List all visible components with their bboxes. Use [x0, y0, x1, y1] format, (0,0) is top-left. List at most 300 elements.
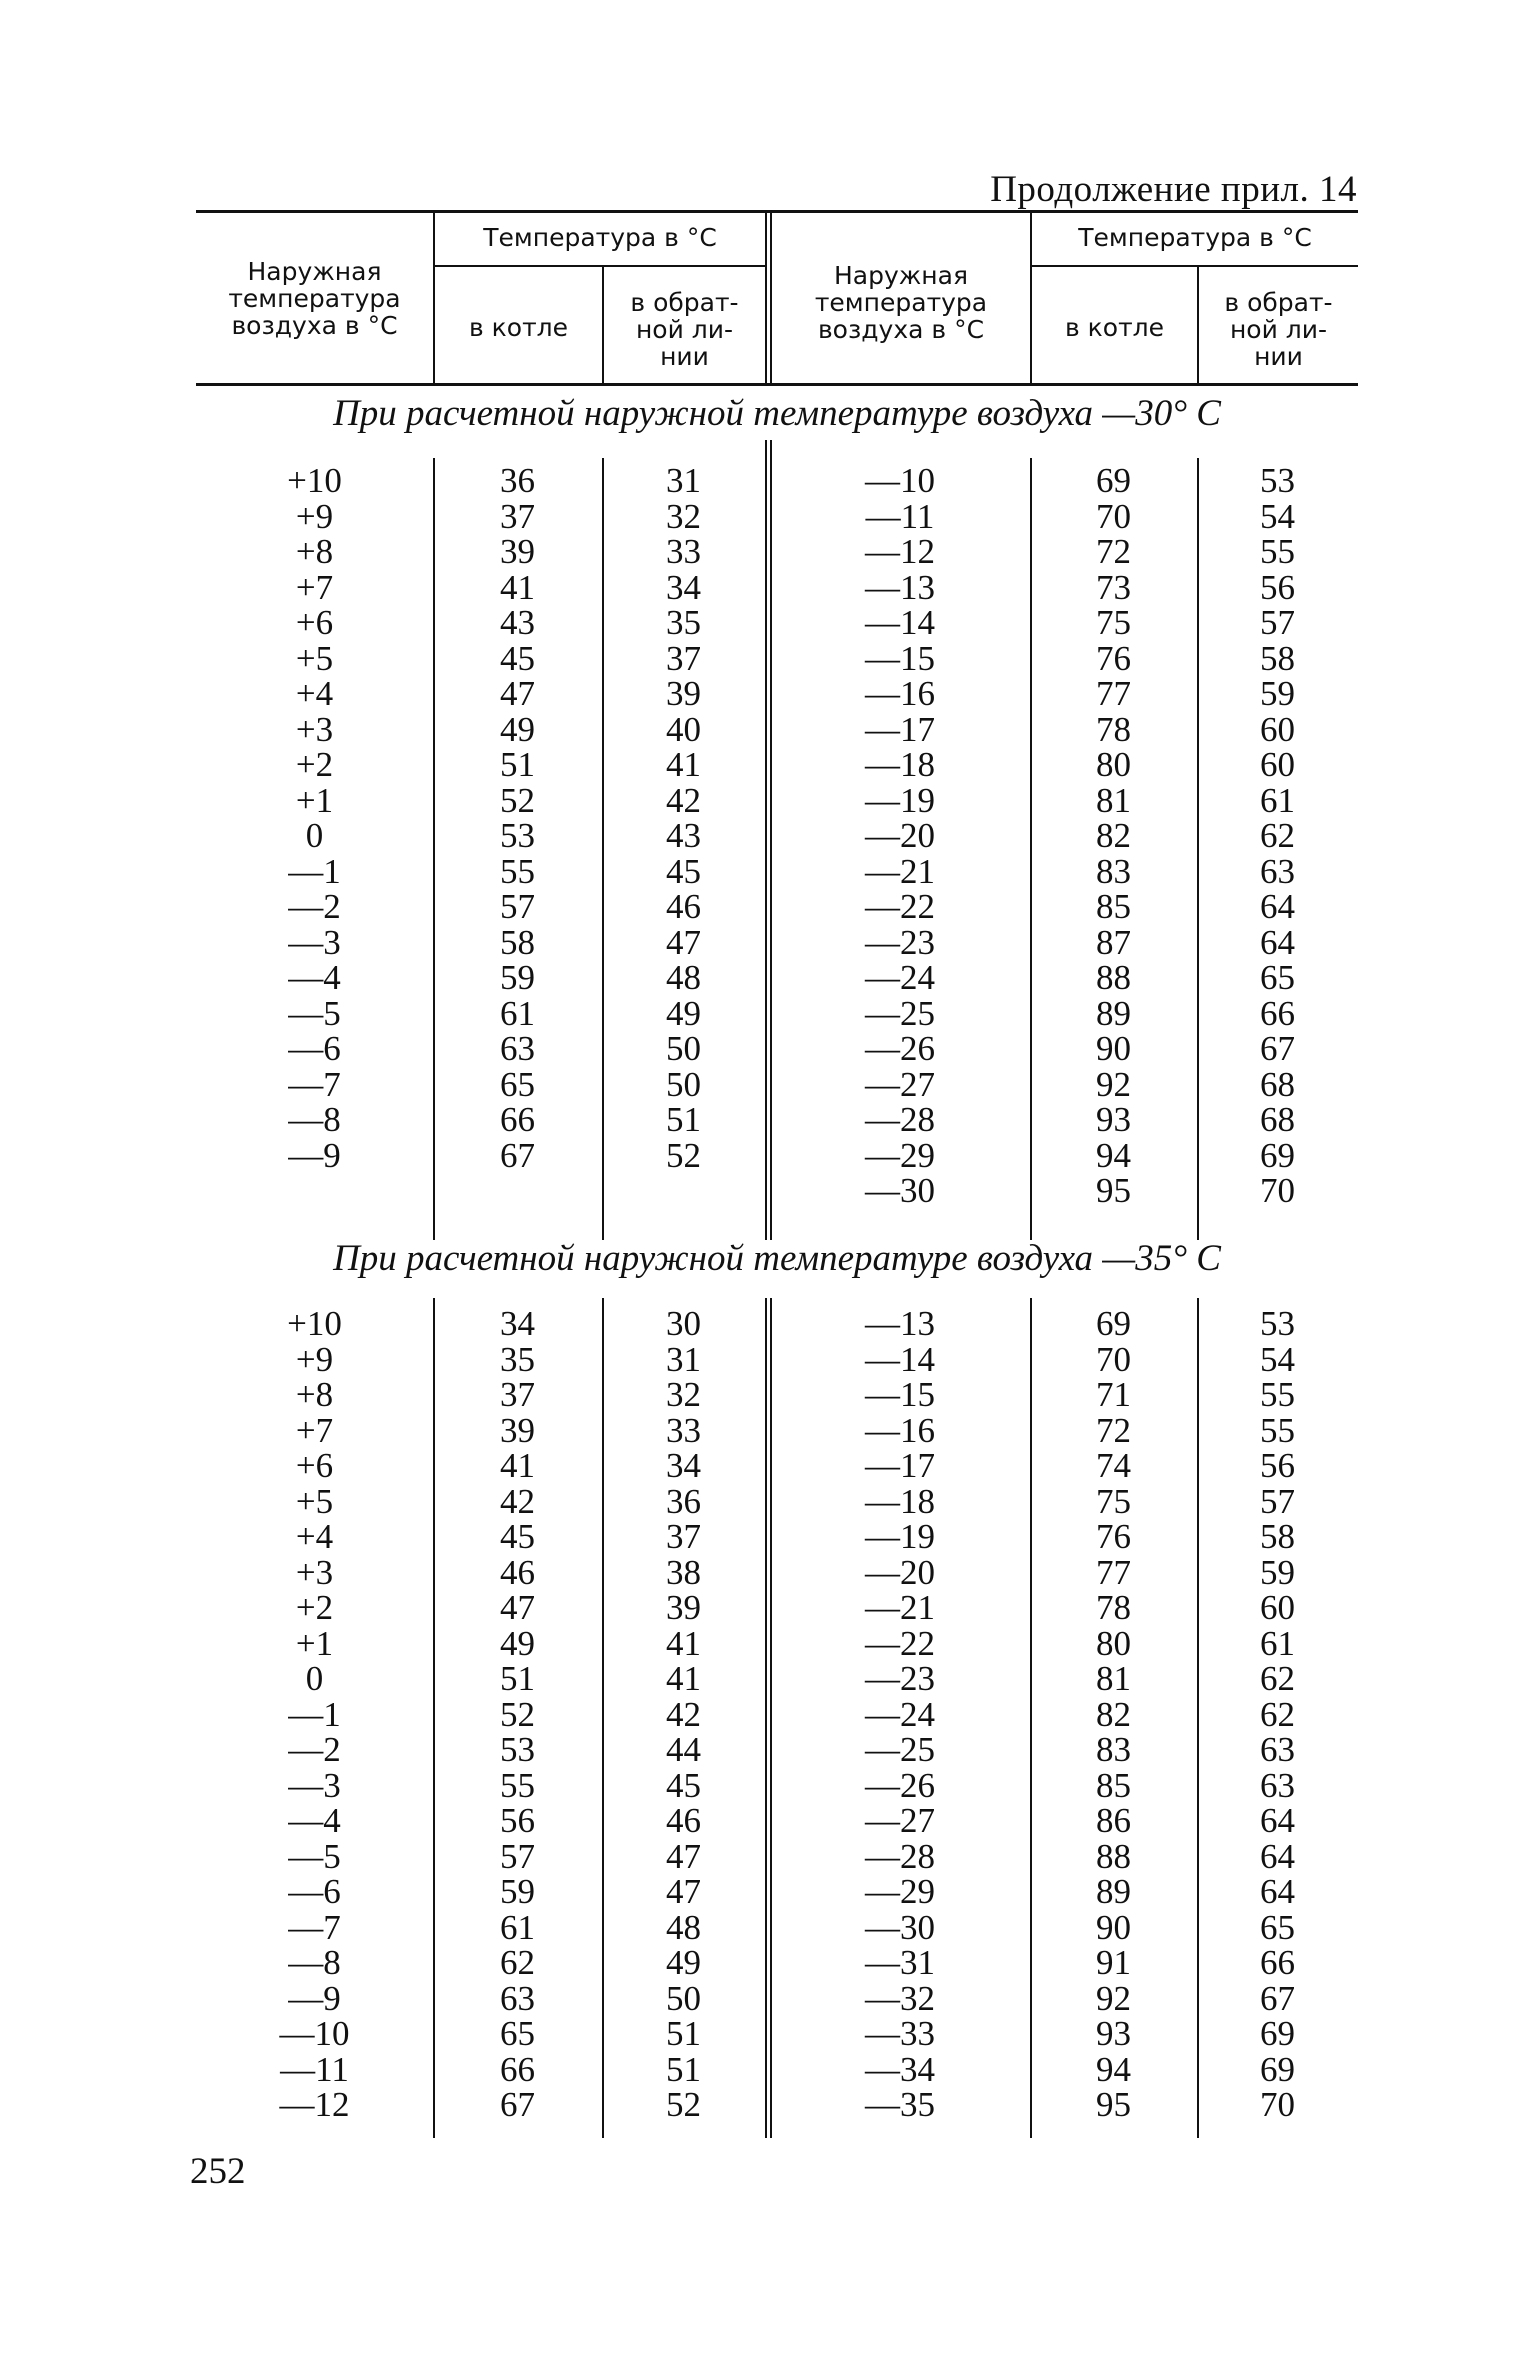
table-row [196, 1836, 1358, 1876]
table-row [196, 747, 1358, 783]
page-header: Продолжение прил. 14 [990, 169, 1357, 210]
cell-outdoor-left: —8 [288, 1943, 341, 1982]
cell-return-left: 41 [666, 1623, 701, 1663]
cell-return-right: 62 [1260, 1659, 1295, 1698]
cell-return-right: 53 [1260, 461, 1295, 500]
cell-return-right: 56 [1260, 567, 1295, 607]
cell-outdoor-right: —25 [865, 1730, 935, 1769]
cell-boiler-right: 85 [1096, 887, 1131, 926]
cell-outdoor-left: 0 [305, 1659, 324, 1698]
cell-outdoor-right: —18 [865, 1481, 935, 1521]
cell-boiler-left: 47 [500, 1588, 535, 1627]
cell-return-right: 65 [1260, 958, 1295, 997]
table-row [196, 780, 1358, 820]
cell-return-left: 49 [666, 1943, 701, 1982]
cell-outdoor-right: —19 [865, 780, 935, 820]
cell-outdoor-right: —13 [865, 1304, 935, 1343]
cell-boiler-left: 41 [500, 567, 535, 607]
cell-boiler-left: 35 [500, 1339, 535, 1379]
cell-return-right: 63 [1260, 1730, 1295, 1769]
cell-outdoor-right: —15 [865, 1375, 935, 1414]
cell-boiler-right: 88 [1096, 1836, 1131, 1876]
cell-outdoor-right: —24 [865, 1694, 935, 1734]
cell-outdoor-right: —25 [865, 993, 935, 1033]
cell-return-left: 44 [666, 1730, 701, 1769]
table-row [196, 1306, 1358, 1342]
cell-boiler-right: 95 [1096, 1171, 1131, 1210]
cell-outdoor-left: +3 [295, 1552, 334, 1592]
table-row [196, 567, 1358, 607]
cell-boiler-right: 90 [1096, 1029, 1131, 1068]
table-row [196, 1945, 1358, 1981]
cell-outdoor-right: —28 [865, 1836, 935, 1876]
cell-return-right: 70 [1260, 2085, 1295, 2124]
cell-boiler-left: 65 [500, 1064, 535, 1104]
cell-return-left: 38 [666, 1552, 701, 1592]
cell-boiler-right: 80 [1096, 1623, 1131, 1663]
cell-outdoor-right: —29 [865, 1872, 935, 1911]
cell-return-right: 65 [1260, 1907, 1295, 1947]
table-row [196, 1552, 1358, 1592]
table-row [196, 2049, 1358, 2089]
cell-return-left: 46 [666, 887, 701, 926]
cell-outdoor-right: —14 [865, 603, 935, 642]
cell-boiler-left: 37 [500, 496, 535, 536]
cell-boiler-right: 87 [1096, 922, 1131, 962]
table-row [196, 1064, 1358, 1104]
cell-boiler-right: 95 [1096, 2085, 1131, 2124]
cell-outdoor-left: —7 [288, 1064, 341, 1104]
cell-boiler-right: 82 [1096, 816, 1131, 855]
cell-outdoor-left: —9 [288, 1135, 341, 1175]
cell-boiler-left: 65 [500, 2014, 535, 2053]
cell-return-right: 64 [1260, 1801, 1295, 1840]
cell-boiler-left: 51 [500, 1659, 535, 1698]
table-row [196, 1519, 1358, 1555]
table-row [196, 1907, 1358, 1947]
cell-boiler-right: 81 [1096, 780, 1131, 820]
cell-return-left: 48 [666, 958, 701, 997]
cell-outdoor-left: +1 [295, 1623, 334, 1663]
cell-return-left: 37 [666, 1517, 701, 1556]
cell-boiler-right: 72 [1096, 1410, 1131, 1450]
cell-outdoor-left: —10 [279, 2014, 350, 2053]
cell-outdoor-right: —12 [865, 532, 935, 571]
cell-outdoor-left: —8 [288, 1100, 341, 1139]
cell-boiler-right: 89 [1096, 993, 1131, 1033]
cell-boiler-left: 55 [500, 851, 535, 891]
cell-return-right: 62 [1260, 816, 1295, 855]
cell-outdoor-left: +8 [295, 532, 334, 571]
cell-return-left: 46 [666, 1801, 701, 1840]
cell-outdoor-left: —12 [279, 2085, 350, 2124]
table-row [196, 1173, 1358, 1209]
cell-return-right: 63 [1260, 851, 1295, 891]
header-return-left: в обрат- ной ли- нии [630, 288, 739, 371]
cell-boiler-left: 41 [500, 1446, 535, 1485]
cell-return-left: 39 [666, 1588, 701, 1627]
cell-boiler-right: 77 [1096, 674, 1131, 713]
cell-boiler-right: 77 [1096, 1552, 1131, 1592]
cell-boiler-right: 88 [1096, 958, 1131, 997]
cell-outdoor-left: +7 [295, 1410, 334, 1450]
cell-outdoor-left: +6 [295, 1446, 334, 1485]
header-vline-3a [765, 213, 767, 383]
cell-return-right: 69 [1260, 2049, 1295, 2089]
header-outdoor-temp-left: Наружная температура воздуха в °С [228, 257, 401, 340]
cell-return-right: 61 [1260, 780, 1295, 820]
cell-return-right: 70 [1260, 1171, 1295, 1210]
cell-outdoor-right: —26 [865, 1029, 935, 1068]
section-title-35: При расчетной наружной температуре воздуха —35° С [333, 1238, 1221, 1279]
section-title-30: При расчетной наружной температуре воздуха —30° С [333, 393, 1221, 434]
cell-return-left: 52 [666, 1135, 701, 1175]
cell-boiler-right: 70 [1096, 496, 1131, 536]
cell-return-left: 39 [666, 674, 701, 713]
table-row [196, 1874, 1358, 1910]
page-number: 252 [190, 2151, 246, 2192]
cell-outdoor-left: —2 [288, 887, 341, 926]
cell-boiler-left: 51 [500, 745, 535, 784]
header-return-right: в обрат- ной ли- нии [1224, 288, 1333, 371]
cell-outdoor-left: 0 [305, 816, 324, 855]
cell-return-left: 50 [666, 1978, 701, 2018]
table-row [196, 1448, 1358, 1484]
cell-return-right: 68 [1260, 1100, 1295, 1139]
cell-return-right: 58 [1260, 1517, 1295, 1556]
cell-boiler-right: 74 [1096, 1446, 1131, 1485]
cell-outdoor-right: —17 [865, 1446, 935, 1485]
cell-boiler-left: 61 [500, 993, 535, 1033]
cell-return-left: 47 [666, 1836, 701, 1876]
cell-outdoor-left: +5 [295, 1481, 334, 1521]
table-row [196, 709, 1358, 749]
cell-boiler-right: 72 [1096, 532, 1131, 571]
cell-outdoor-right: —30 [865, 1907, 935, 1947]
table-top-rule [196, 210, 1358, 213]
cell-outdoor-right: —18 [865, 745, 935, 784]
table-row [196, 1590, 1358, 1626]
cell-boiler-right: 82 [1096, 1694, 1131, 1734]
cell-boiler-right: 69 [1096, 1304, 1131, 1343]
cell-return-left: 30 [666, 1304, 701, 1343]
cell-outdoor-left: —1 [288, 851, 341, 891]
cell-outdoor-right: —13 [865, 567, 935, 607]
cell-return-right: 68 [1260, 1064, 1295, 1104]
table-row [196, 1623, 1358, 1663]
table-row [196, 2087, 1358, 2123]
cell-boiler-right: 75 [1096, 603, 1131, 642]
cell-boiler-left: 67 [500, 1135, 535, 1175]
cell-outdoor-right: —16 [865, 674, 935, 713]
temp-group-rule-left [433, 265, 765, 267]
cell-boiler-left: 34 [500, 1304, 535, 1343]
cell-return-left: 52 [666, 2085, 701, 2124]
cell-boiler-right: 85 [1096, 1765, 1131, 1805]
cell-outdoor-right: —31 [865, 1943, 935, 1982]
cell-outdoor-left: +10 [287, 1304, 342, 1343]
cell-return-right: 57 [1260, 603, 1295, 642]
table-row [196, 818, 1358, 854]
cell-return-right: 54 [1260, 1339, 1295, 1379]
cell-boiler-left: 61 [500, 1907, 535, 1947]
cell-outdoor-right: —16 [865, 1410, 935, 1450]
cell-outdoor-left: —3 [288, 1765, 341, 1805]
cell-return-right: 62 [1260, 1694, 1295, 1734]
cell-boiler-right: 78 [1096, 1588, 1131, 1627]
table-row [196, 638, 1358, 678]
table-row [196, 889, 1358, 925]
cell-return-right: 60 [1260, 745, 1295, 784]
cell-return-left: 45 [666, 1765, 701, 1805]
cell-boiler-left: 59 [500, 958, 535, 997]
cell-outdoor-right: —15 [865, 638, 935, 678]
cell-boiler-right: 76 [1096, 638, 1131, 678]
table-row [196, 534, 1358, 570]
cell-outdoor-left: —6 [288, 1029, 341, 1068]
table-row [196, 1732, 1358, 1768]
table-row [196, 993, 1358, 1033]
cell-boiler-left: 37 [500, 1375, 535, 1414]
cell-outdoor-right: —30 [865, 1171, 935, 1210]
cell-boiler-right: 90 [1096, 1907, 1131, 1947]
cell-outdoor-left: —5 [288, 1836, 341, 1876]
cell-return-left: 50 [666, 1064, 701, 1104]
table-row [196, 960, 1358, 996]
cell-outdoor-left: +9 [295, 1339, 334, 1379]
cell-return-left: 42 [666, 1694, 701, 1734]
cell-return-left: 33 [666, 532, 701, 571]
cell-outdoor-right: —28 [865, 1100, 935, 1139]
cell-boiler-right: 92 [1096, 1064, 1131, 1104]
cell-outdoor-left: +7 [295, 567, 334, 607]
cell-return-left: 42 [666, 780, 701, 820]
cell-return-right: 56 [1260, 1446, 1295, 1485]
cell-return-right: 55 [1260, 1375, 1295, 1414]
cell-boiler-left: 39 [500, 532, 535, 571]
cell-return-right: 64 [1260, 887, 1295, 926]
cell-return-left: 51 [666, 2049, 701, 2089]
cell-outdoor-right: —23 [865, 922, 935, 962]
cell-return-right: 60 [1260, 709, 1295, 749]
table-row [196, 1803, 1358, 1839]
cell-outdoor-left: —4 [288, 958, 341, 997]
cell-return-right: 66 [1260, 1943, 1295, 1982]
cell-return-left: 50 [666, 1029, 701, 1068]
table-row [196, 1481, 1358, 1521]
cell-boiler-right: 94 [1096, 1135, 1131, 1175]
cell-boiler-left: 53 [500, 816, 535, 855]
cell-outdoor-left: —2 [288, 1730, 341, 1769]
cell-outdoor-right: —19 [865, 1517, 935, 1556]
cell-outdoor-right: —20 [865, 1552, 935, 1592]
cell-boiler-right: 89 [1096, 1872, 1131, 1911]
header-boiler-right: в котле [1065, 313, 1164, 342]
cell-boiler-left: 53 [500, 1730, 535, 1769]
cell-boiler-left: 57 [500, 1836, 535, 1876]
cell-outdoor-left: —5 [288, 993, 341, 1033]
cell-outdoor-left: +2 [295, 1588, 334, 1627]
cell-boiler-left: 63 [500, 1978, 535, 2018]
cell-return-left: 32 [666, 496, 701, 536]
cell-outdoor-right: —24 [865, 958, 935, 997]
table-row [196, 463, 1358, 499]
table-row [196, 605, 1358, 641]
cell-return-left: 35 [666, 603, 701, 642]
cell-outdoor-left: +8 [295, 1375, 334, 1414]
cell-boiler-left: 62 [500, 1943, 535, 1982]
cell-outdoor-left: —11 [280, 2049, 349, 2089]
cell-return-left: 34 [666, 567, 701, 607]
cell-outdoor-right: —32 [865, 1978, 935, 2018]
cell-return-right: 66 [1260, 993, 1295, 1033]
cell-boiler-left: 39 [500, 1410, 535, 1450]
cell-outdoor-right: —22 [865, 887, 935, 926]
cell-return-left: 51 [666, 2014, 701, 2053]
cell-boiler-left: 52 [500, 1694, 535, 1734]
cell-boiler-left: 45 [500, 638, 535, 678]
cell-return-left: 34 [666, 1446, 701, 1485]
cell-outdoor-right: —34 [865, 2049, 935, 2089]
cell-return-right: 60 [1260, 1588, 1295, 1627]
table-header-bottom-rule [196, 383, 1358, 386]
cell-boiler-left: 49 [500, 709, 535, 749]
table-row [196, 1339, 1358, 1379]
cell-outdoor-right: —27 [865, 1801, 935, 1840]
cell-boiler-left: 36 [500, 461, 535, 500]
cell-outdoor-right: —35 [865, 2085, 935, 2124]
cell-return-left: 45 [666, 851, 701, 891]
cell-return-left: 41 [666, 1659, 701, 1698]
cell-return-left: 51 [666, 1100, 701, 1139]
cell-return-right: 53 [1260, 1304, 1295, 1343]
table-row [196, 2016, 1358, 2052]
table-row [196, 1377, 1358, 1413]
cell-outdoor-left: +4 [295, 1517, 334, 1556]
cell-return-right: 67 [1260, 1978, 1295, 2018]
cell-boiler-right: 76 [1096, 1517, 1131, 1556]
cell-outdoor-right: —26 [865, 1765, 935, 1805]
cell-outdoor-right: —33 [865, 2014, 935, 2053]
cell-outdoor-left: —6 [288, 1872, 341, 1911]
cell-boiler-left: 66 [500, 1100, 535, 1139]
cell-outdoor-left: +3 [295, 709, 334, 749]
cell-boiler-right: 94 [1096, 2049, 1131, 2089]
table-row [196, 922, 1358, 962]
cell-return-right: 61 [1260, 1623, 1295, 1663]
cell-boiler-right: 71 [1096, 1375, 1131, 1414]
table-row [196, 1135, 1358, 1175]
cell-return-right: 69 [1260, 1135, 1295, 1175]
table-row [196, 496, 1358, 536]
table-row [196, 1694, 1358, 1734]
cell-boiler-right: 92 [1096, 1978, 1131, 2018]
cell-outdoor-left: +10 [287, 461, 342, 500]
cell-return-right: 64 [1260, 1872, 1295, 1911]
cell-boiler-right: 78 [1096, 709, 1131, 749]
cell-return-right: 57 [1260, 1481, 1295, 1521]
cell-boiler-left: 55 [500, 1765, 535, 1805]
cell-boiler-left: 63 [500, 1029, 535, 1068]
cell-boiler-left: 42 [500, 1481, 535, 1521]
cell-outdoor-left: +5 [295, 638, 334, 678]
header-temp-group-left: Температура в °С [483, 223, 717, 252]
cell-boiler-right: 93 [1096, 2014, 1131, 2053]
cell-outdoor-left: —9 [288, 1978, 341, 2018]
cell-return-left: 47 [666, 922, 701, 962]
cell-outdoor-right: —23 [865, 1659, 935, 1698]
cell-outdoor-left: +2 [295, 745, 334, 784]
cell-outdoor-left: +9 [295, 496, 334, 536]
cell-return-right: 59 [1260, 1552, 1295, 1592]
cell-boiler-left: 45 [500, 1517, 535, 1556]
cell-return-right: 55 [1260, 532, 1295, 571]
cell-outdoor-right: —22 [865, 1623, 935, 1663]
cell-boiler-right: 83 [1096, 851, 1131, 891]
cell-return-right: 54 [1260, 496, 1295, 536]
table-row [196, 1031, 1358, 1067]
cell-boiler-left: 58 [500, 922, 535, 962]
table-row [196, 1765, 1358, 1805]
cell-return-left: 36 [666, 1481, 701, 1521]
cell-return-left: 40 [666, 709, 701, 749]
cell-outdoor-right: —21 [865, 1588, 935, 1627]
cell-boiler-right: 91 [1096, 1943, 1131, 1982]
cell-return-right: 59 [1260, 674, 1295, 713]
cell-return-left: 43 [666, 816, 701, 855]
cell-return-left: 47 [666, 1872, 701, 1911]
cell-boiler-left: 67 [500, 2085, 535, 2124]
cell-boiler-right: 86 [1096, 1801, 1131, 1840]
cell-outdoor-right: —29 [865, 1135, 935, 1175]
cell-outdoor-left: —4 [288, 1801, 341, 1840]
cell-outdoor-right: —14 [865, 1339, 935, 1379]
cell-boiler-left: 56 [500, 1801, 535, 1840]
cell-return-right: 63 [1260, 1765, 1295, 1805]
cell-outdoor-left: +4 [295, 674, 334, 713]
header-temp-group-right: Температура в °С [1078, 223, 1312, 252]
cell-return-left: 41 [666, 745, 701, 784]
cell-boiler-left: 43 [500, 603, 535, 642]
cell-outdoor-right: —10 [865, 461, 935, 500]
cell-boiler-right: 83 [1096, 1730, 1131, 1769]
cell-outdoor-right: —21 [865, 851, 935, 891]
table-row [196, 1102, 1358, 1138]
table-row [196, 851, 1358, 891]
cell-boiler-left: 59 [500, 1872, 535, 1911]
cell-outdoor-right: —17 [865, 709, 935, 749]
cell-return-left: 48 [666, 1907, 701, 1947]
cell-boiler-left: 57 [500, 887, 535, 926]
cell-boiler-left: 52 [500, 780, 535, 820]
cell-outdoor-left: —3 [288, 922, 341, 962]
cell-return-left: 37 [666, 638, 701, 678]
cell-boiler-right: 81 [1096, 1659, 1131, 1698]
cell-return-right: 64 [1260, 1836, 1295, 1876]
cell-boiler-right: 93 [1096, 1100, 1131, 1139]
cell-return-left: 32 [666, 1375, 701, 1414]
cell-outdoor-right: —27 [865, 1064, 935, 1104]
cell-boiler-left: 47 [500, 674, 535, 713]
cell-return-right: 64 [1260, 922, 1295, 962]
cell-outdoor-right: —11 [865, 496, 935, 536]
cell-outdoor-left: +1 [295, 780, 334, 820]
cell-return-left: 31 [666, 1339, 701, 1379]
cell-boiler-right: 80 [1096, 745, 1131, 784]
header-boiler-left: в котле [469, 313, 568, 342]
cell-boiler-right: 75 [1096, 1481, 1131, 1521]
cell-return-right: 58 [1260, 638, 1295, 678]
